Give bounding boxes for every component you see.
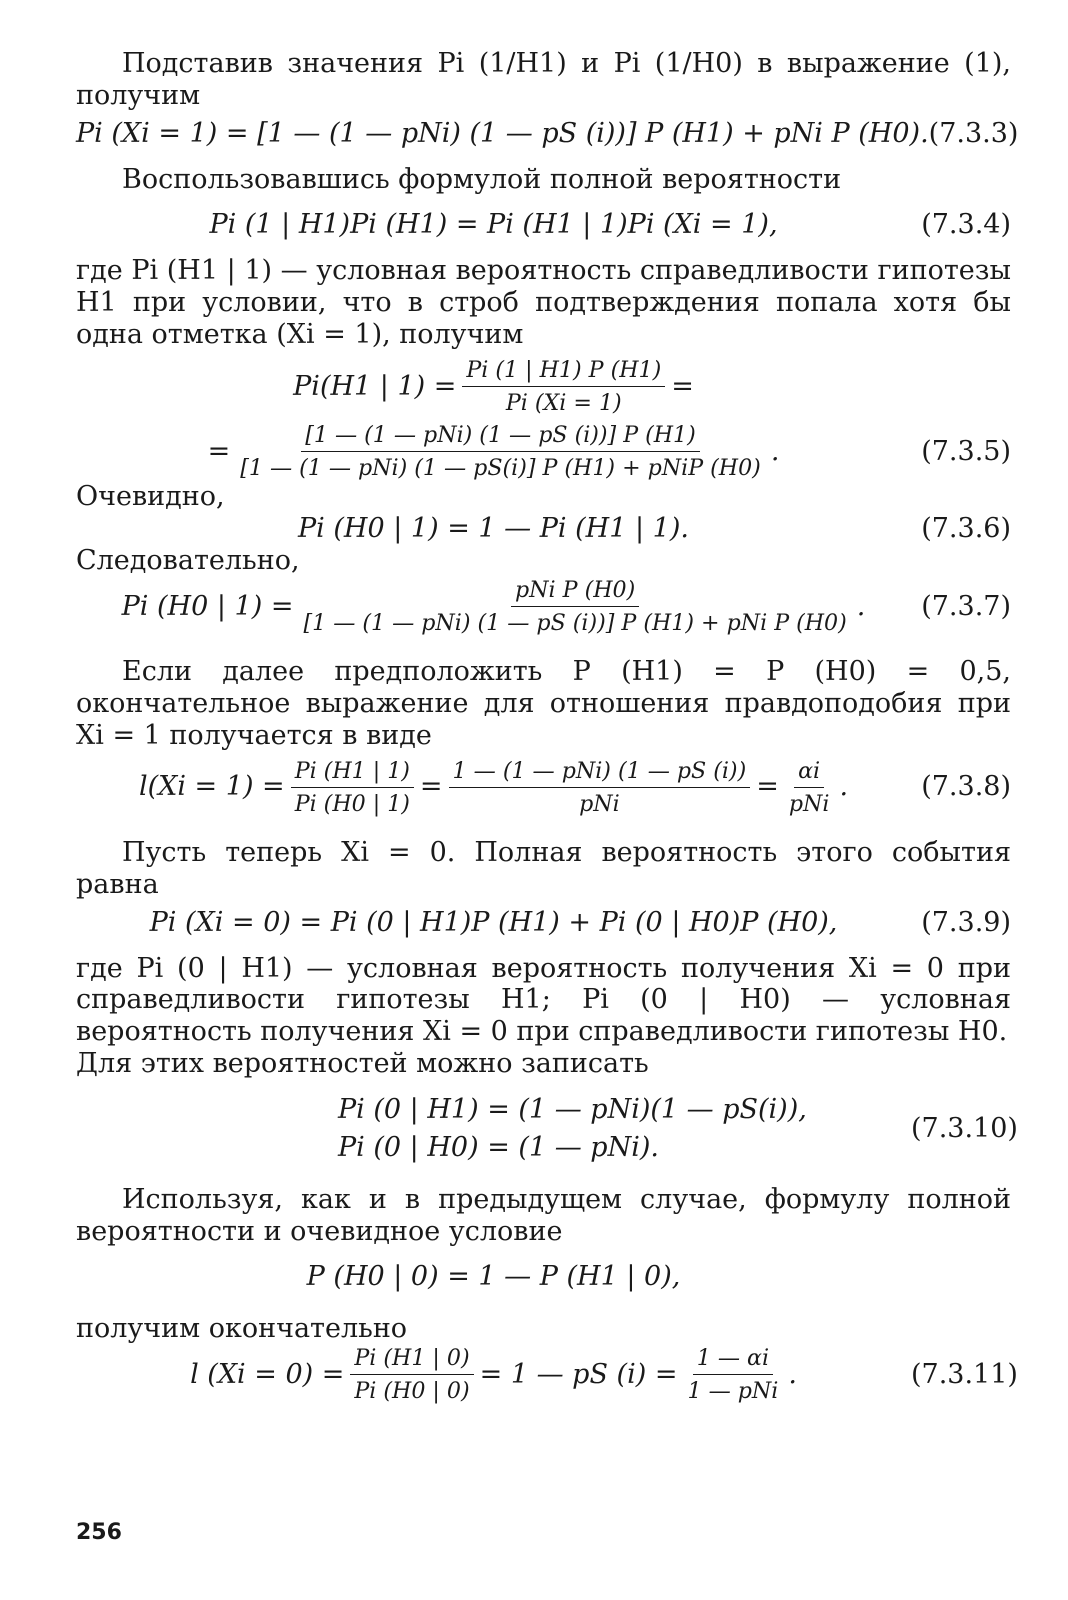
fraction-numerator: pNi P (H0) [511, 577, 639, 607]
fraction-denominator: Pi (H0 | 0) [354, 1378, 470, 1405]
equation-tail: . [839, 771, 849, 803]
equation-number: (7.3.6) [921, 513, 1011, 545]
fraction [449, 758, 751, 817]
fraction [236, 422, 765, 481]
equation-number: (7.3.3) [928, 117, 1019, 149]
fraction-denominator: Pi (Xi = 1) [505, 390, 622, 416]
paragraph-10: Используя, как и в предыдущем случае, формулу полной вероятности и очевидное условие [76, 1183, 1011, 1247]
equals-sign: = [419, 771, 443, 803]
fraction-denominator: Pi (H0 | 1) [294, 790, 410, 817]
equation-lhs: l (Xi = 0) = [190, 1358, 345, 1390]
paragraph-3: где Pi (H1 | 1) — условная вероятность справедливости гипотезы H1 при условии, что в строб подтверждения попала хотя бы одна отметка (Xi = 1), получим [76, 255, 1011, 351]
paragraph-5: Следовательно, [76, 545, 300, 577]
paragraph-7: Пусть теперь Xi = 0. Полная вероятность этого события равна [76, 837, 1011, 900]
equation-tail: . [788, 1358, 797, 1390]
equation-number: (7.3.4) [921, 209, 1011, 241]
paragraph-11: получим окончательно [76, 1313, 408, 1345]
equation-number: (7.3.5) [921, 435, 1011, 467]
equation-7-3-5a [76, 357, 1011, 416]
fraction [299, 577, 850, 636]
equation-number: (7.3.8) [921, 771, 1011, 803]
equation-number: (7.3.7) [921, 590, 1011, 622]
equation-7-3-8 [76, 758, 1011, 817]
equation-7-3-7 [76, 577, 1011, 636]
paragraph-8: где Pi (0 | H1) — условная вероятность получения Xi = 0 при справедливости гипотезы H1; Pi (0 | H0) — условная вероятность получения Xi = 0 при справедливости гипотезы H0. [76, 952, 1011, 1048]
fraction-numerator: Pi (1 | H1) P (H1) [462, 357, 665, 387]
fraction [462, 357, 665, 416]
fraction-denominator: 1 — pNi [687, 1378, 779, 1405]
fraction [350, 1345, 473, 1404]
fraction-denominator: [1 — (1 — pNi) (1 — pS (i))] P (H1) + pNi P (H0) [303, 610, 847, 637]
fraction [291, 758, 414, 817]
equation-text: Pi (Xi = 0) = Pi (0 | H1)P (H1) + Pi (0 | H0)P (H0), [149, 906, 838, 938]
equation-7-3-3 [76, 117, 1019, 150]
paragraph-6: Если далее предположить P (H1) = P (H0) = 0,5, окончательное выражение для отношения правдоподобия при Xi = 1 получается в виде [76, 656, 1011, 751]
fraction-numerator: αi [794, 758, 824, 788]
equals-sign: = [671, 370, 694, 402]
fraction [683, 1345, 782, 1404]
equation-number: (7.3.9) [921, 906, 1011, 938]
equation-line-1: Pi (0 | H1) = (1 — pNi)(1 — pS(i)), [338, 1094, 807, 1126]
equation-text: P (H0 | 0) = 1 — P (H1 | 0), [306, 1261, 681, 1293]
fraction-denominator: [1 — (1 — pNi) (1 — pS(i)] P (H1) + pNiP (H0) [240, 455, 761, 482]
fraction-numerator: Pi (H1 | 1) [291, 758, 414, 788]
equals-sign: = [207, 435, 231, 467]
fraction-numerator: Pi (H1 | 0) [350, 1345, 473, 1375]
equation-lhs: l(Xi = 1) = [138, 771, 285, 803]
page-number: 256 [76, 1520, 122, 1545]
equation-7-3-11 [76, 1345, 1018, 1405]
equation-lhs: Pi(H1 | 1) = [293, 370, 457, 402]
paragraph-1: Подставив значения Pi (1/H1) и Pi (1/H0) в выражение (1), получим [76, 48, 1011, 111]
equation-number: (7.3.10) [911, 1112, 1018, 1144]
paragraph-4: Очевидно, [76, 481, 225, 513]
equation-7-3-9 [76, 907, 1011, 939]
equation-7-3-10 [76, 1094, 1018, 1164]
equation-text: Pi (H0 | 1) = 1 — Pi (H1 | 1). [298, 513, 689, 545]
equals-sign: = [756, 771, 779, 803]
fraction-numerator: [1 — (1 — pNi) (1 — pS (i))] P (H1) [301, 422, 700, 452]
equation-number: (7.3.11) [911, 1358, 1018, 1390]
equation-line-2: Pi (0 | H0) = (1 — pNi). [338, 1131, 659, 1163]
fraction-numerator: 1 — (1 — pNi) (1 — pS (i)) [449, 758, 751, 788]
equation-condition [76, 1261, 1011, 1293]
fraction-numerator: 1 — αi [693, 1345, 773, 1375]
equation-7-3-4 [76, 209, 1011, 241]
equation-tail: . [770, 435, 780, 467]
fraction-denominator: pNi [579, 790, 620, 817]
paragraph-2: Воспользовавшись формулой полной вероятности [122, 163, 842, 195]
page-content [76, 48, 1019, 1405]
equation-7-3-5b [76, 422, 1011, 481]
equation-middle: = 1 — pS (i) = [479, 1358, 678, 1390]
equation-lhs: Pi (H0 | 1) = [121, 590, 294, 622]
equation-text: Pi (Xi = 1) = [1 — (1 — pNi) (1 — pS (i))] P (H1) + pNi P (H0). [76, 117, 929, 149]
equation-7-3-6 [76, 513, 1011, 545]
equation-tail: . [856, 590, 866, 622]
paragraph-9: Для этих вероятностей можно записать [76, 1048, 649, 1080]
fraction-denominator: pNi [788, 790, 830, 817]
fraction [785, 758, 834, 817]
equation-text: Pi (1 | H1)Pi (H1) = Pi (H1 | 1)Pi (Xi = 1), [209, 209, 778, 241]
